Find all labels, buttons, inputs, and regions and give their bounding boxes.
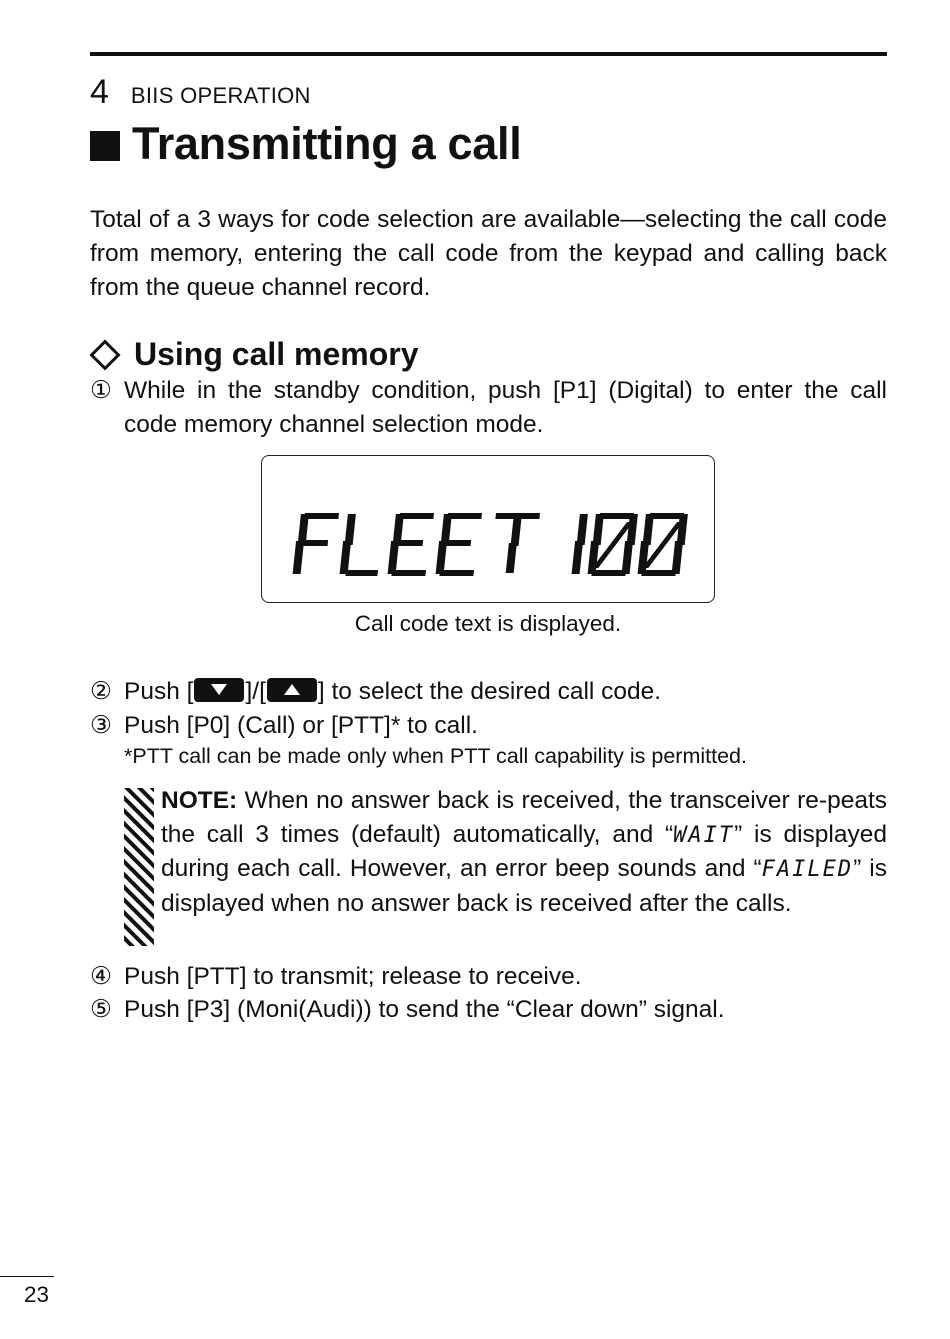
step-text <box>124 675 887 709</box>
step-1 <box>90 374 887 442</box>
display-caption: Call code text is displayed. <box>354 611 622 636</box>
top-rule <box>90 52 887 56</box>
step-5 <box>90 993 887 1027</box>
down-arrow-key-icon <box>194 678 244 702</box>
note-text: When no answer back is received, the transceiver re-peats the call 3 times (default) automatically, and “ <box>161 787 887 848</box>
note-hatch-marker <box>124 788 154 946</box>
step-number: ① <box>90 377 112 404</box>
subsection-title <box>90 336 419 373</box>
intro-paragraph: Total of a 3 ways for code selection are available—selecting the call code from memory, entering the call code from the keypad and calling back from the queue channel record. <box>90 206 887 301</box>
step-number: ② <box>90 678 112 705</box>
note-text: ” is displayed during each call. However, an error beep sounds and “ <box>161 820 887 882</box>
lcd-display <box>261 455 715 603</box>
step-2 <box>90 675 887 709</box>
step-number: ③ <box>90 712 112 739</box>
section-title-text: Transmitting a call <box>132 118 522 169</box>
step-number: ⑤ <box>90 996 112 1023</box>
diamond-icon <box>89 339 120 370</box>
step-3 <box>90 709 887 743</box>
page-number: 23 <box>24 1282 50 1307</box>
step-text: While in the standby condition, push [P1] (Digital) to enter the call code memory channel selection mode. <box>124 377 887 438</box>
ptt-footnote: *PTT call can be made only when PTT call capability is permitted. <box>124 744 747 768</box>
step-number: ④ <box>90 963 112 990</box>
chapter-number: 4 <box>90 73 109 111</box>
step-text-part: ] to select the desired call code. <box>317 678 662 705</box>
note-label: NOTE: <box>161 787 238 814</box>
step-text-part: ]/[ <box>245 678 266 705</box>
chapter-title: BIIS OPERATION <box>130 83 311 108</box>
up-arrow-key-icon <box>267 678 317 702</box>
page-number-rule <box>0 1276 54 1277</box>
step-4 <box>90 960 887 994</box>
section-title <box>90 118 521 170</box>
lcd-word-wait: WAIT <box>673 822 735 848</box>
subsection-title-text: Using call memory <box>134 336 419 372</box>
step-text-part: Push [ <box>124 678 194 705</box>
step-text: Push [P3] (Moni(Audi)) to send the “Clear down” signal. <box>124 996 725 1023</box>
chapter-header <box>90 72 311 112</box>
step-text: Push [PTT] to transmit; release to receive. <box>124 963 582 990</box>
note-block <box>161 784 887 920</box>
black-square-icon <box>90 131 120 161</box>
lcd-segment-text <box>262 456 716 604</box>
lcd-word-failed: FAILED <box>761 857 854 882</box>
note-text: ” is displayed when no answer back is received after the calls. <box>161 855 887 917</box>
step-text: Push [P0] (Call) or [PTT]* to call. <box>124 712 478 739</box>
